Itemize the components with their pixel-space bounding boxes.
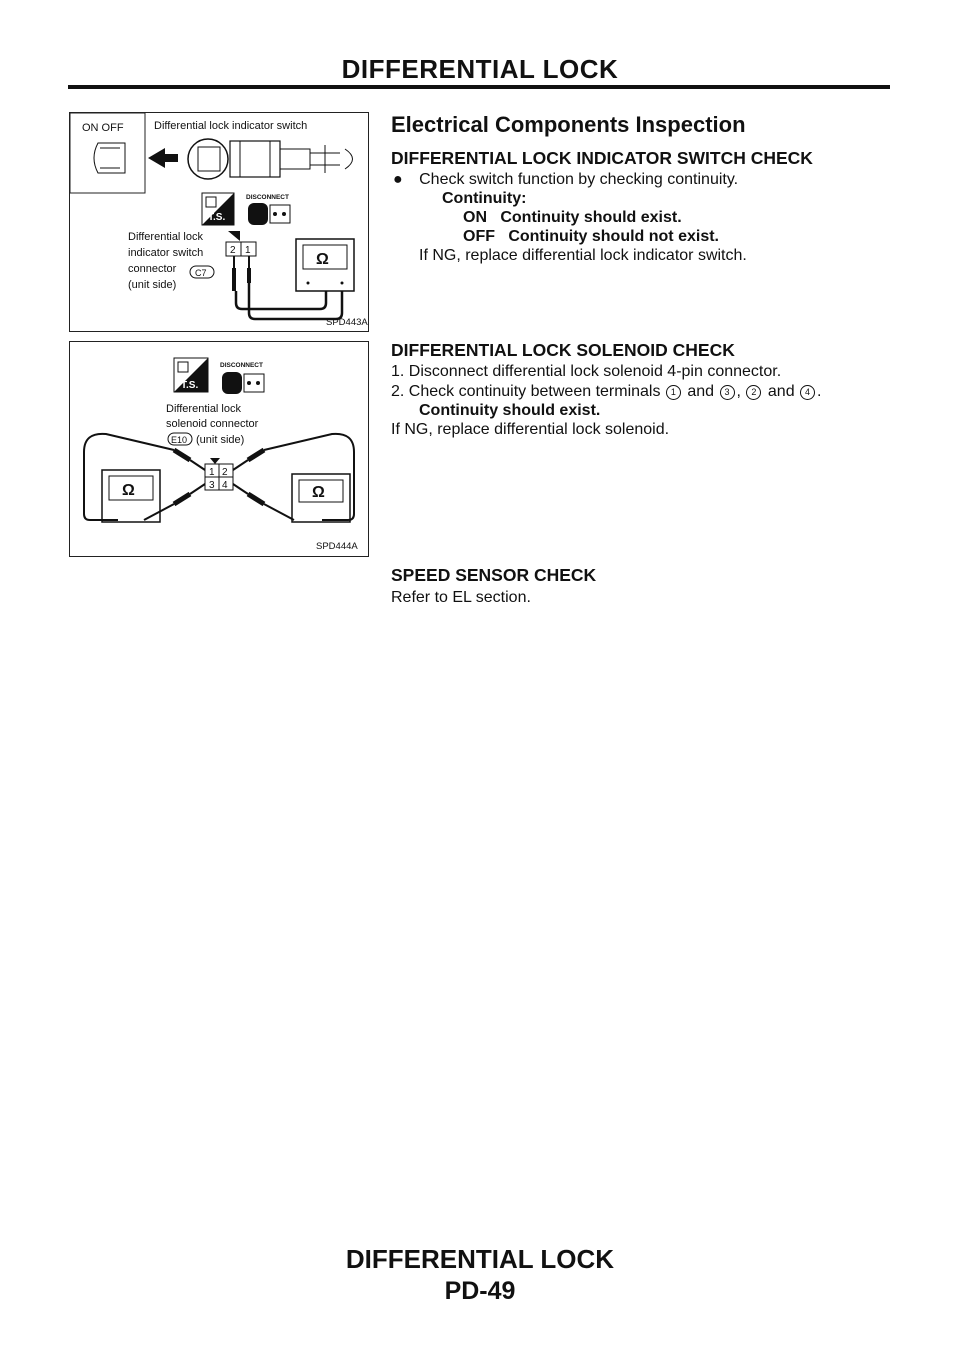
bullet-icon: ● <box>393 171 403 188</box>
test-symbol-icon <box>202 193 234 225</box>
test-symbol-icon <box>174 358 208 392</box>
terminal-2: 2 <box>746 385 761 400</box>
arrow-icon <box>148 148 178 168</box>
figure-code: SPD444A <box>316 541 358 552</box>
terminal-3: 3 <box>720 385 735 400</box>
ohmmeter-left-icon <box>102 470 160 522</box>
bullet-item: ● Check switch function by checking continuity. <box>393 171 739 188</box>
figure-indicator-switch <box>69 112 369 332</box>
continuity-off: OFF Continuity should not exist. <box>463 228 719 245</box>
solenoid-ng-text: If NG, replace differential lock solenoid. <box>391 421 670 438</box>
continuity-on: ON Continuity should exist. <box>463 209 682 226</box>
pin-2: 2 <box>222 467 228 478</box>
indicator-switch-heading: DIFFERENTIAL LOCK INDICATOR SWITCH CHECK <box>391 148 813 168</box>
unit-side-label: (unit side) <box>196 434 245 446</box>
figure-solenoid <box>69 341 369 557</box>
pin-2: 2 <box>230 245 236 256</box>
connector-label-1: Differential lock <box>166 403 241 415</box>
connector-label-4: (unit side) <box>128 279 177 291</box>
pin-4: 4 <box>222 480 228 491</box>
continuity-label: Continuity: <box>442 190 527 207</box>
page-number: PD-49 <box>444 1277 516 1305</box>
solenoid-step-2: 2. Check continuity between terminals 1 and 3 , 2 and 4 . <box>391 383 822 400</box>
connector-label-2: indicator switch <box>128 247 204 259</box>
svg-text:T.S.: T.S. <box>181 380 199 391</box>
pin-3: 3 <box>209 480 215 491</box>
terminal-1: 1 <box>666 385 681 400</box>
connector-icon <box>222 372 264 394</box>
header-rule <box>68 85 890 89</box>
svg-text:T.S.: T.S. <box>208 212 226 223</box>
section-title: Electrical Components Inspection <box>391 112 746 137</box>
disconnect-label: DISCONNECT <box>220 362 263 369</box>
connector-icon <box>248 203 290 225</box>
solenoid-continuity: Continuity should exist. <box>419 402 601 419</box>
connector-label-3: connector <box>128 263 177 275</box>
indicator-ng-text: If NG, replace differential lock indicator switch. <box>419 247 747 264</box>
pin-1: 1 <box>209 467 215 478</box>
connector-id: E10 <box>171 435 188 445</box>
solenoid-heading: DIFFERENTIAL LOCK SOLENOID CHECK <box>391 340 735 360</box>
speed-sensor-text: Refer to EL section. <box>391 589 531 606</box>
on-off-label: ON OFF <box>82 122 124 134</box>
footer-title: DIFFERENTIAL LOCK <box>345 1244 615 1274</box>
connector-label-1: Differential lock <box>128 231 203 243</box>
connector-id: C7 <box>195 268 207 278</box>
figure-code: SPD443A <box>326 317 368 328</box>
header-title: DIFFERENTIAL LOCK <box>341 54 619 84</box>
pin-1: 1 <box>245 245 251 256</box>
ohmmeter-right-icon <box>292 474 350 522</box>
terminal-4: 4 <box>800 385 815 400</box>
svg-text:Ω: Ω <box>316 251 329 268</box>
svg-text:Ω: Ω <box>312 484 325 501</box>
connector-label-2: solenoid connector <box>166 418 259 430</box>
switch-label: Differential lock indicator switch <box>154 120 308 132</box>
speed-sensor-heading: SPEED SENSOR CHECK <box>391 565 597 585</box>
svg-text:Ω: Ω <box>122 482 135 499</box>
disconnect-label: DISCONNECT <box>246 194 289 201</box>
solenoid-step-1: 1. Disconnect differential lock solenoid 4-pin connector. <box>391 363 782 380</box>
ohmmeter-icon <box>296 239 354 291</box>
